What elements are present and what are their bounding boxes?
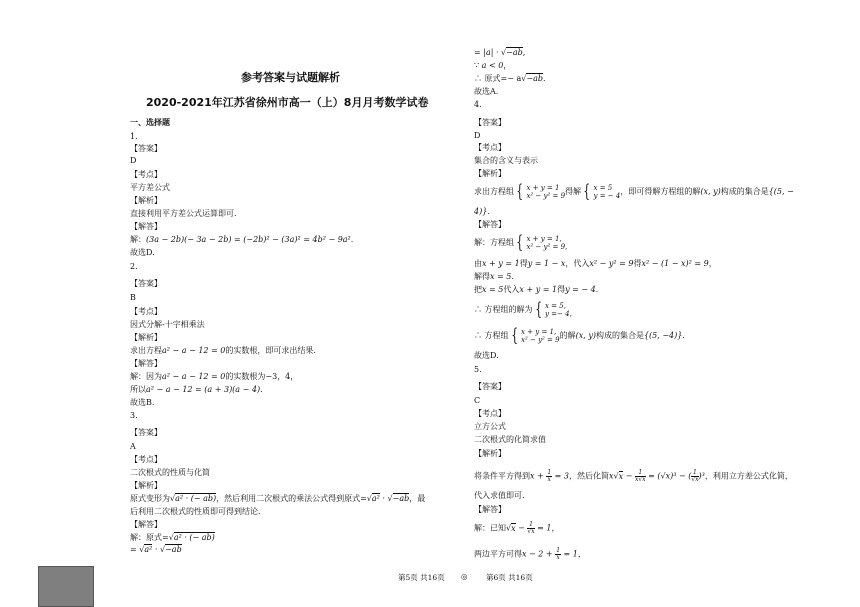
solution-part: 由 (474, 259, 482, 268)
solution-part: ∴ 方程组的解为 (474, 305, 533, 314)
solution-line: ∴ 原式=− a√−ab. (474, 74, 546, 83)
equation: x + y = 1, (521, 328, 557, 336)
solution-part: . (682, 331, 685, 340)
analysis-label: 【解析】 (474, 449, 506, 458)
solution-line (474, 548, 586, 561)
analysis-expression: x (609, 471, 614, 481)
kaodian-text: 平方差公式 (130, 183, 170, 192)
answer-value: D (130, 156, 137, 165)
analysis-part: 求出方程 (130, 346, 162, 355)
question-number: 5. (474, 365, 482, 374)
solution-part: 所以 (130, 385, 146, 394)
solution-part: . (511, 272, 514, 281)
kaodian-label: 【考点】 (474, 409, 506, 418)
radicand: x (618, 471, 624, 481)
equation: x + y = 1, (526, 235, 562, 243)
numerator: 1 (693, 469, 697, 476)
left-brace: { (583, 181, 591, 202)
analysis-part: 构成的集合是 (720, 187, 769, 196)
question-number: 1. (130, 132, 138, 141)
solution-line (474, 272, 514, 282)
solution-expression: y = 1 − x (527, 259, 566, 268)
solution-line: 解：已知√x − $\frac{1}{√x}$ = 1， (474, 521, 560, 535)
equation: x² − y² = 9 (526, 192, 566, 200)
radicand: a² · (− ab) (175, 494, 217, 503)
equation-system (594, 184, 621, 200)
radicand: −ab (165, 545, 182, 554)
answer-label: 【答案】 (474, 118, 506, 127)
therefore-part: ∴ 原式=− a (474, 74, 522, 83)
solution-expression: x = 5 (490, 272, 512, 281)
question-number: 2. (130, 262, 138, 271)
solution-line (474, 285, 604, 295)
solution-line (474, 327, 685, 345)
kaodian-text: 立方公式 (474, 422, 506, 431)
solution-part: 把 (474, 285, 482, 294)
solution-line (474, 61, 511, 71)
solution-label: 【解答】 (474, 220, 506, 229)
solution-part: 代入 (503, 285, 520, 294)
right-page-number: 第6页 共16页 (486, 573, 533, 582)
radicand: a² (144, 545, 153, 554)
exam-title: 2020-2021年江苏省徐州市高一（上）8月月考数学试卷 (146, 96, 429, 109)
binding-mark-icon: ◎ (461, 572, 468, 581)
question-number: 3. (130, 411, 138, 420)
kaodian-text: 二次根式的性质与化简 (130, 468, 210, 477)
solution-expression: x² − y² = 9 (589, 259, 634, 268)
analysis-part: 的实数根，即可求出结果. (225, 346, 316, 355)
solution-part: ， (577, 549, 586, 559)
analysis-expression: = 3 (552, 471, 570, 481)
solution-expression: {(5, −4)} (643, 331, 683, 340)
solution-expression: − (515, 523, 528, 533)
kaodian-label: 【考点】 (130, 170, 162, 179)
answer-label: 【答案】 (130, 428, 162, 437)
kaodian-label: 【考点】 (474, 143, 506, 152)
solution-part: 的实数根为−3，4， (225, 372, 299, 381)
radicand: −ab (526, 74, 543, 83)
solution-part: 解：方程组 (474, 238, 514, 247)
radicand: −ab (392, 494, 410, 503)
answer-label: 【答案】 (130, 279, 162, 288)
analysis-text (130, 346, 316, 356)
solution-part: = (130, 545, 140, 554)
solution-part: 得 (633, 259, 642, 268)
solution-part: , (522, 48, 526, 57)
numerator: 1 (556, 547, 561, 554)
analysis-text: 原式变形为√a² · (− ab)，然后利用二次根式的乘法公式得到原式=√a² · √−ab，最 (130, 494, 426, 503)
denominator: x (547, 476, 551, 483)
radicand: a² · (− ab) (173, 533, 215, 542)
answer-label: 【答案】 (474, 382, 506, 391)
equation-system (521, 328, 560, 344)
analysis-part: 将条件平方得到 (474, 471, 530, 481)
solution-part: 两边平方可得 (474, 549, 522, 559)
conclusion: 故选D. (474, 351, 499, 360)
equation: y =− 4, (545, 310, 572, 318)
solution-part: ， (708, 259, 717, 268)
solution-label: 【解答】 (130, 520, 162, 529)
solution-line (130, 372, 298, 382)
numerator: 1 (635, 470, 646, 477)
analysis-part: . (487, 207, 490, 216)
left-page-number: 第5页 共16页 (398, 573, 445, 582)
conclusion: 故选A. (474, 87, 499, 96)
numerator: 1 (529, 521, 533, 528)
solution-expression: (x, y) (575, 331, 596, 340)
solution-label: 【解答】 (130, 359, 162, 368)
solution-expression: x = 5 (482, 285, 504, 294)
solution-expression: x + y = 1 (519, 285, 558, 294)
denominator: √x (527, 528, 535, 535)
left-brace: { (516, 232, 524, 253)
answer-value: D (474, 131, 481, 140)
analysis-text: 后利用二次根式的性质即可得到结论. (130, 507, 261, 516)
analysis-expression: a² − a − 12 = 0 (162, 346, 226, 355)
kaodian-text: 因式分解-十字相乘法 (130, 320, 205, 329)
solution-prefix: 解： (130, 235, 146, 244)
dot-operator: · (152, 545, 160, 554)
analysis-part: 原式变形为 (130, 494, 170, 503)
answer-value: C (474, 396, 481, 405)
analysis-label: 【解析】 (130, 333, 162, 342)
solution-line (474, 234, 567, 252)
equation: x + y = 1 (526, 184, 560, 192)
kaodian-text: 集合的含义与表示 (474, 156, 538, 165)
analysis-label: 【解析】 (130, 196, 162, 205)
analysis-part: 求出方程组 (474, 187, 514, 196)
solution-label: 【解答】 (130, 222, 162, 231)
solution-label: 【解答】 (474, 505, 506, 514)
kaodian-label: 【考点】 (130, 455, 162, 464)
section-heading: 一、选择题 (130, 118, 170, 127)
solution-line (474, 259, 717, 269)
numerator: 1 (547, 469, 552, 476)
fraction (527, 522, 534, 535)
solution-part: . (542, 74, 546, 83)
analysis-part: ，然后利用二次根式的乘法公式得到原式= (216, 494, 367, 503)
solution-part: ， (503, 61, 512, 70)
solution-part: 得 (519, 259, 528, 268)
thumbnail-preview[interactable] (38, 566, 94, 607)
analysis-text (474, 183, 794, 201)
solution-expression: x + y = 1 (482, 259, 520, 268)
analysis-expression: x + (530, 471, 547, 481)
analysis-text (474, 207, 490, 217)
solution-part: ． (595, 285, 604, 294)
equation-system (545, 302, 572, 318)
kaodian-text: 二次根式的化简求值 (474, 435, 546, 444)
equation-system (526, 184, 565, 200)
solution-part: = |a| · (474, 48, 502, 57)
solution-part: 解：因为 (130, 372, 162, 381)
kaodian-label: 【考点】 (130, 307, 162, 316)
solution-expression: x − 2 + (522, 549, 556, 559)
equation-system (526, 235, 567, 251)
analysis-expression: = (√x)³ − ( (645, 471, 692, 481)
analysis-text: 直接利用平方差公式运算即可. (130, 209, 237, 218)
analysis-label: 【解析】 (130, 481, 162, 490)
analysis-expression: {(5, − (768, 187, 794, 196)
solution-expression: a² − a − 12 = 0 (162, 372, 226, 381)
analysis-expression: 4)} (474, 207, 488, 216)
solution-expression: a < 0 (481, 61, 504, 70)
solution-expression: = 1 (534, 523, 552, 533)
solution-part: 解：已知 (474, 523, 506, 533)
solution-line: = |a| · √−ab, (474, 48, 526, 57)
solution-line (130, 235, 353, 245)
analysis-part: ，利用立方差公式化简， (704, 471, 793, 481)
answer-title: 参考答案与试题解析 (241, 71, 340, 84)
solution-part: ，代入 (565, 259, 590, 268)
analysis-part: ，最 (409, 494, 426, 503)
solution-expression: x² − (1 − x)² = 9 (641, 259, 709, 268)
solution-expression: (3a − 2b)(− 3a − 2b) = (−2b)² − (3a)² = 4b² − 9a² (146, 235, 351, 244)
analysis-text: 代入求值即可. (474, 491, 525, 500)
equation: x² − y² = 9, (526, 243, 568, 251)
analysis-part: ，即可得解方程组的解 (620, 187, 701, 196)
conclusion: 故选D. (130, 248, 155, 257)
solution-expression: y = − 4 (565, 285, 596, 294)
equation: x = 5, (545, 302, 566, 310)
analysis-part: ，然后化简 (569, 471, 610, 481)
solution-line (474, 301, 572, 319)
radicand: −ab (506, 48, 523, 57)
dot-operator: · (379, 494, 388, 503)
left-brace: { (510, 325, 518, 346)
answer-value: B (130, 293, 136, 302)
solution-expression: = 1 (561, 549, 578, 559)
equation: x = 5 (593, 184, 613, 192)
solution-line: 解：原式=√a² · (− ab) (130, 533, 215, 542)
analysis-expression: (x, y) (700, 187, 721, 196)
left-brace: { (516, 181, 524, 202)
solution-part: 解得 (474, 272, 490, 281)
conclusion: 故选B. (130, 398, 155, 407)
analysis-text: 将条件平方得到x + $\frac{1}{x}$ = 3，然后化简x√x − $\frac{1}{x√x}$ = (√x)³ − ( $\frac{1}{√x}$ )³，利用立方差公式化简， (474, 469, 793, 483)
solution-part: ∴ 方程组 (474, 331, 509, 340)
denominator: x (556, 554, 560, 561)
answer-label: 【答案】 (130, 144, 162, 153)
fraction (635, 470, 646, 483)
denominator: √x (691, 476, 699, 483)
because-symbol: ∵ (474, 61, 482, 70)
fraction (691, 470, 698, 483)
equation: x² − y² = 9 (521, 336, 560, 344)
radicand: a² (371, 494, 380, 503)
answer-value: A (130, 442, 136, 451)
solution-part: ， (551, 523, 560, 533)
left-brace: { (534, 299, 542, 320)
solution-part: 构成的集合是 (595, 331, 644, 340)
solution-part: 的解 (559, 331, 576, 340)
equation: y = − 4 (593, 192, 621, 200)
solution-line (130, 385, 263, 395)
solution-end: . (350, 235, 354, 244)
radicand: x (511, 523, 516, 533)
solution-line: = √a² · √−ab (130, 545, 182, 554)
solution-expression: a² − a − 12 = (a + 3)(a − 4) (146, 385, 261, 394)
analysis-part: 得解 (565, 187, 582, 196)
analysis-expression: )³ (698, 471, 705, 481)
question-number: 4. (474, 100, 482, 109)
solution-part: . (260, 385, 263, 394)
denominator: x√x (634, 476, 646, 483)
solution-part: 解：原式= (130, 533, 169, 542)
analysis-label: 【解析】 (474, 169, 506, 178)
solution-part: 得 (557, 285, 566, 294)
analysis-expression: − (623, 471, 635, 481)
